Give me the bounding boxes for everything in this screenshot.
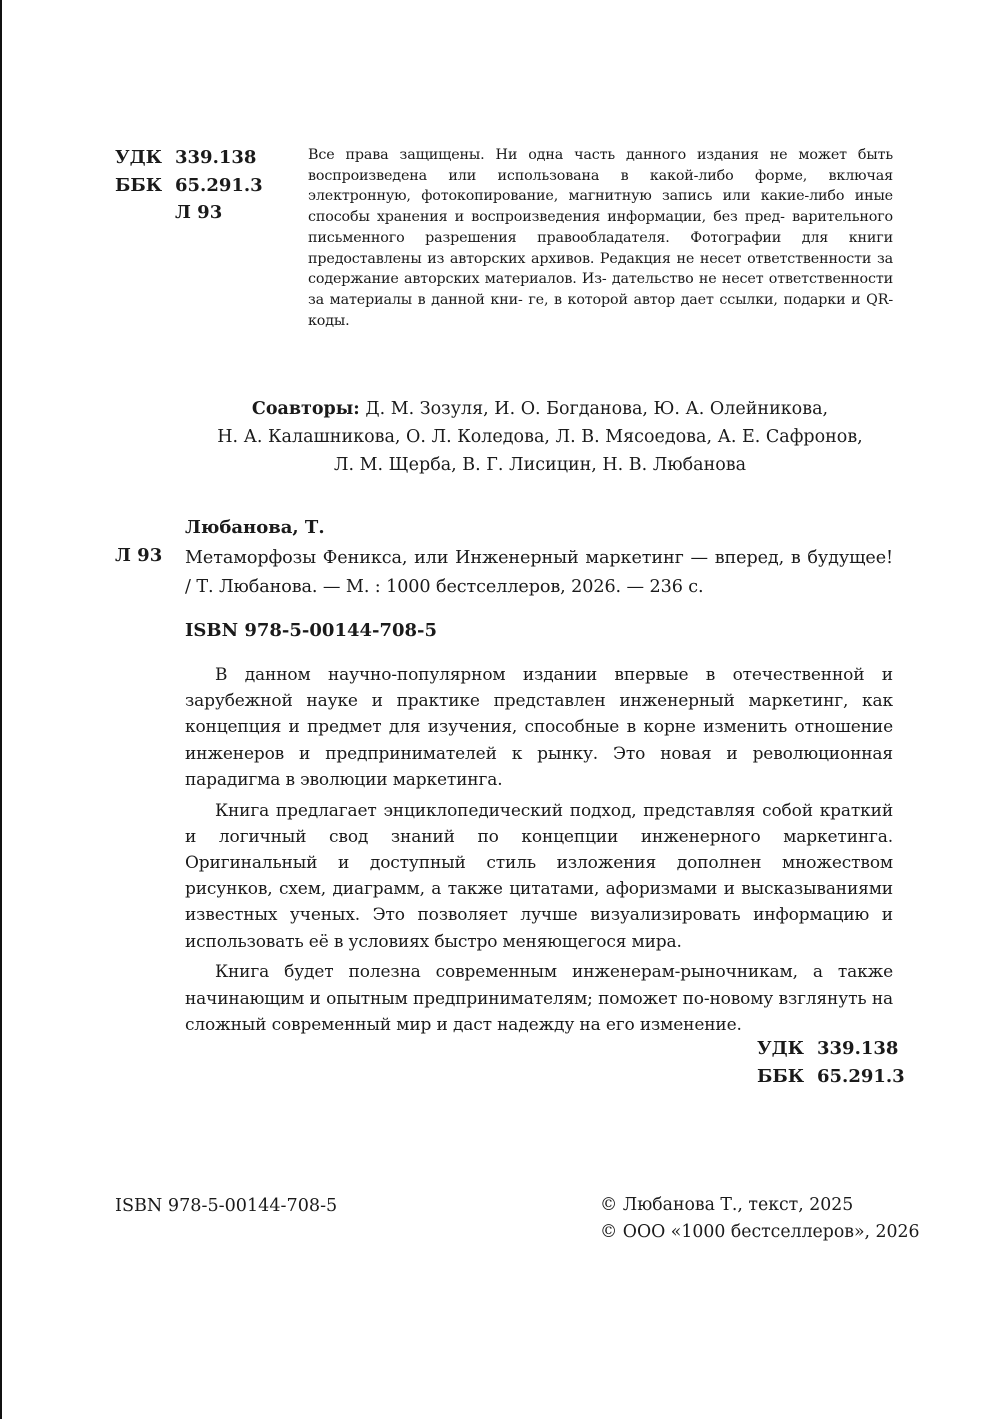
annotation-paragraph: Книга будет полезна современным инженерам-рыночникам, а также начинающим и опытным предпринимателям; поможет по-новому взглянуть на сложный современный мир и даст надежду на его изменение. (185, 962, 893, 1035)
copyright-author: © Любанова Т., текст, 2025 (600, 1195, 854, 1215)
page-edge-rule (0, 0, 2, 1419)
coauthors-line: Л. М. Щерба, В. Г. Лисицин, Н. В. Любанова (333, 455, 747, 475)
copyright-publisher: © ООО «1000 бестселлеров», 2026 (600, 1221, 920, 1242)
author-mark-top: Л 93 (175, 202, 223, 223)
bbk-label: ББК (115, 174, 163, 196)
annotation (185, 662, 893, 1043)
bbk-code: 65.291.3 (817, 1066, 905, 1087)
isbn-footer: ISBN 978-5-00144-708-5 (115, 1196, 338, 1216)
udk-label: УДК (115, 147, 162, 168)
book-author: Любанова, Т. (185, 517, 325, 538)
udk-label: УДК (757, 1038, 804, 1059)
bbk-code: 65.291.3 (175, 174, 263, 196)
rights-notice (308, 145, 893, 331)
coauthors-label: Соавторы: (251, 399, 360, 419)
bbk-label: ББК (757, 1066, 805, 1087)
coauthors-block (160, 395, 920, 479)
rights-line: иные способы хранения и воспроизведения информации, без пред- (308, 188, 893, 226)
classification-block-top (115, 144, 263, 227)
author-mark: Л 93 (115, 545, 163, 566)
udk-code: 339.138 (817, 1038, 899, 1059)
coauthors-line: Д. М. Зозуля, И. О. Богданова, Ю. А. Олейникова, (365, 399, 829, 419)
rights-line: несет ответственности за содержание авторских материалов. Из- (308, 250, 893, 288)
annotation-paragraph: Книга предлагает энциклопедический подход, представляя собой краткий и логичный свод знаний по концепции инженерного маркетинга. Оригинальный и доступный стиль изложения дополнен множеством рисунков, схем, диаграмм, а также цитатами, афоризмами и высказываниями известных ученых. Это позволяет лучше визуализировать информацию и использовать её в условиях быстро меняющегося мира. (185, 800, 893, 952)
rights-line: электронную, фотокопирование, магнитную запись или какие-либо (308, 188, 845, 205)
rights-line: варительного письменного разрешения правообладателя. Фотографии для книги предоставлены из авторских архивов. Редакция не (308, 209, 893, 267)
udk-code: 339.138 (175, 147, 257, 168)
coauthors-line: Н. А. Калашникова, О. Л. Коледова, Л. В. Мясоедова, А. Е. Сафронов, (217, 427, 863, 447)
rights-line: воспроизведена или использована в какой-либо форме, включая (308, 167, 893, 184)
rights-line: ге, в которой автор дает ссылки, подарки и QR-коды. (308, 291, 893, 329)
rights-line: дательство не несет ответственности за материалы в данной кни- (308, 271, 893, 308)
copyright-block (600, 1192, 920, 1245)
rights-line: Все права защищены. Ни одна часть данного издания не может быть (308, 147, 893, 163)
annotation-paragraph: В данном научно-популярном издании впервые в отечественной и зарубежной науке и практике представлен инженерный маркетинг, как концепция и предмет для изучения, способные в корне изменить отношение инженеров и предпринимателей к рынку. Это новая и революционная парадигма в эволюции маркетинга. (185, 665, 893, 790)
book-description: Метаморфозы Феникса, или Инженерный маркетинг — вперед, в будущее! / Т. Любанова. — М. : 1000 бестселлеров, 2026. — 236 с. (185, 548, 893, 597)
isbn-record: ISBN 978-5-00144-708-5 (185, 620, 438, 641)
classification-block-bottom (757, 1035, 905, 1091)
